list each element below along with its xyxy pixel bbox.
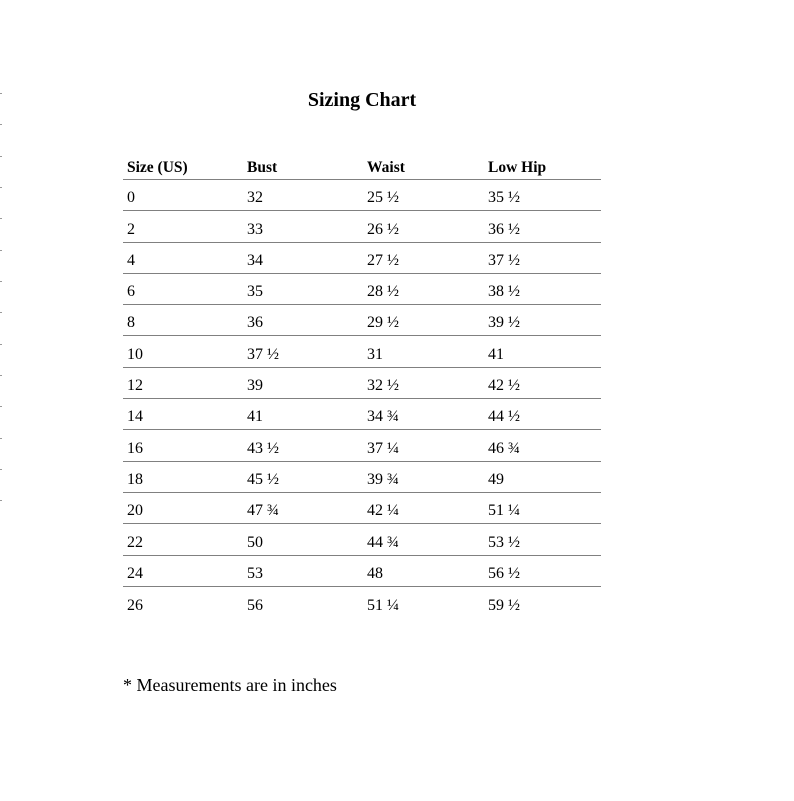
bust-cell: 53 (247, 564, 263, 582)
size-cell: 20 (127, 502, 143, 520)
waist-cell: 31 (367, 345, 383, 363)
table-row (123, 305, 601, 336)
size-cell: 2 (127, 220, 135, 238)
table-row (123, 336, 601, 367)
table-header-row (123, 160, 601, 180)
size-cell: 26 (127, 597, 143, 615)
waist-cell: 34 ¾ (367, 408, 399, 426)
size-cell: 4 (127, 251, 135, 269)
low-hip-cell: 42 ½ (488, 377, 520, 395)
size-cell: 16 (127, 439, 143, 457)
waist-cell: 29 ½ (367, 314, 399, 332)
table-row (123, 493, 601, 524)
table-row (123, 180, 601, 211)
low-hip-cell: 35 ½ (488, 189, 520, 207)
low-hip-cell: 39 ½ (488, 314, 520, 332)
bust-cell: 33 (247, 220, 263, 238)
page-title: Sizing Chart (307, 89, 417, 111)
bust-cell: 39 (247, 377, 263, 395)
sizing-table (123, 160, 601, 618)
size-cell: 6 (127, 283, 135, 301)
measurement-footnote: * Measurements are in inches (123, 675, 337, 695)
table-row (123, 556, 601, 587)
bust-cell: 41 (247, 408, 263, 426)
bust-cell: 45 ½ (247, 470, 279, 488)
size-cell: 18 (127, 470, 143, 488)
bust-cell: 35 (247, 283, 263, 301)
bust-cell: 34 (247, 251, 263, 269)
table-row (123, 243, 601, 274)
low-hip-cell: 53 ½ (488, 533, 520, 551)
waist-cell: 26 ½ (367, 220, 399, 238)
bust-cell: 56 (247, 597, 263, 615)
waist-cell: 42 ¼ (367, 502, 399, 520)
waist-cell: 48 (367, 564, 383, 582)
size-cell: 14 (127, 408, 143, 426)
low-hip-cell: 46 ¾ (488, 439, 520, 457)
waist-cell: 37 ¼ (367, 439, 399, 457)
waist-cell: 25 ½ (367, 189, 399, 207)
low-hip-cell: 37 ½ (488, 251, 520, 269)
waist-cell: 28 ½ (367, 283, 399, 301)
waist-cell: 39 ¾ (367, 470, 399, 488)
table-row (123, 587, 601, 618)
table-row (123, 274, 601, 305)
bust-cell: 32 (247, 189, 263, 207)
waist-cell: 32 ½ (367, 377, 399, 395)
table-row (123, 524, 601, 555)
waist-cell: 51 ¼ (367, 597, 399, 615)
bust-cell: 43 ½ (247, 439, 279, 457)
page-edge-marks (0, 0, 3, 801)
waist-cell: 27 ½ (367, 251, 399, 269)
column-header-size: Size (US) (127, 159, 188, 176)
table-row (123, 211, 601, 242)
table-row (123, 368, 601, 399)
table-row (123, 430, 601, 461)
column-header-waist: Waist (367, 159, 405, 176)
bust-cell: 37 ½ (247, 345, 279, 363)
waist-cell: 44 ¾ (367, 533, 399, 551)
bust-cell: 50 (247, 533, 263, 551)
table-row (123, 462, 601, 493)
low-hip-cell: 56 ½ (488, 564, 520, 582)
low-hip-cell: 36 ½ (488, 220, 520, 238)
low-hip-cell: 49 (488, 470, 504, 488)
size-cell: 24 (127, 564, 143, 582)
table-row (123, 399, 601, 430)
bust-cell: 36 (247, 314, 263, 332)
bust-cell: 47 ¾ (247, 502, 279, 520)
low-hip-cell: 51 ¼ (488, 502, 520, 520)
low-hip-cell: 41 (488, 345, 504, 363)
size-cell: 0 (127, 189, 135, 207)
low-hip-cell: 59 ½ (488, 597, 520, 615)
low-hip-cell: 38 ½ (488, 283, 520, 301)
size-cell: 12 (127, 377, 143, 395)
size-cell: 22 (127, 533, 143, 551)
column-header-low-hip: Low Hip (488, 159, 547, 176)
column-header-bust: Bust (247, 159, 278, 176)
size-cell: 8 (127, 314, 135, 332)
low-hip-cell: 44 ½ (488, 408, 520, 426)
size-cell: 10 (127, 345, 143, 363)
